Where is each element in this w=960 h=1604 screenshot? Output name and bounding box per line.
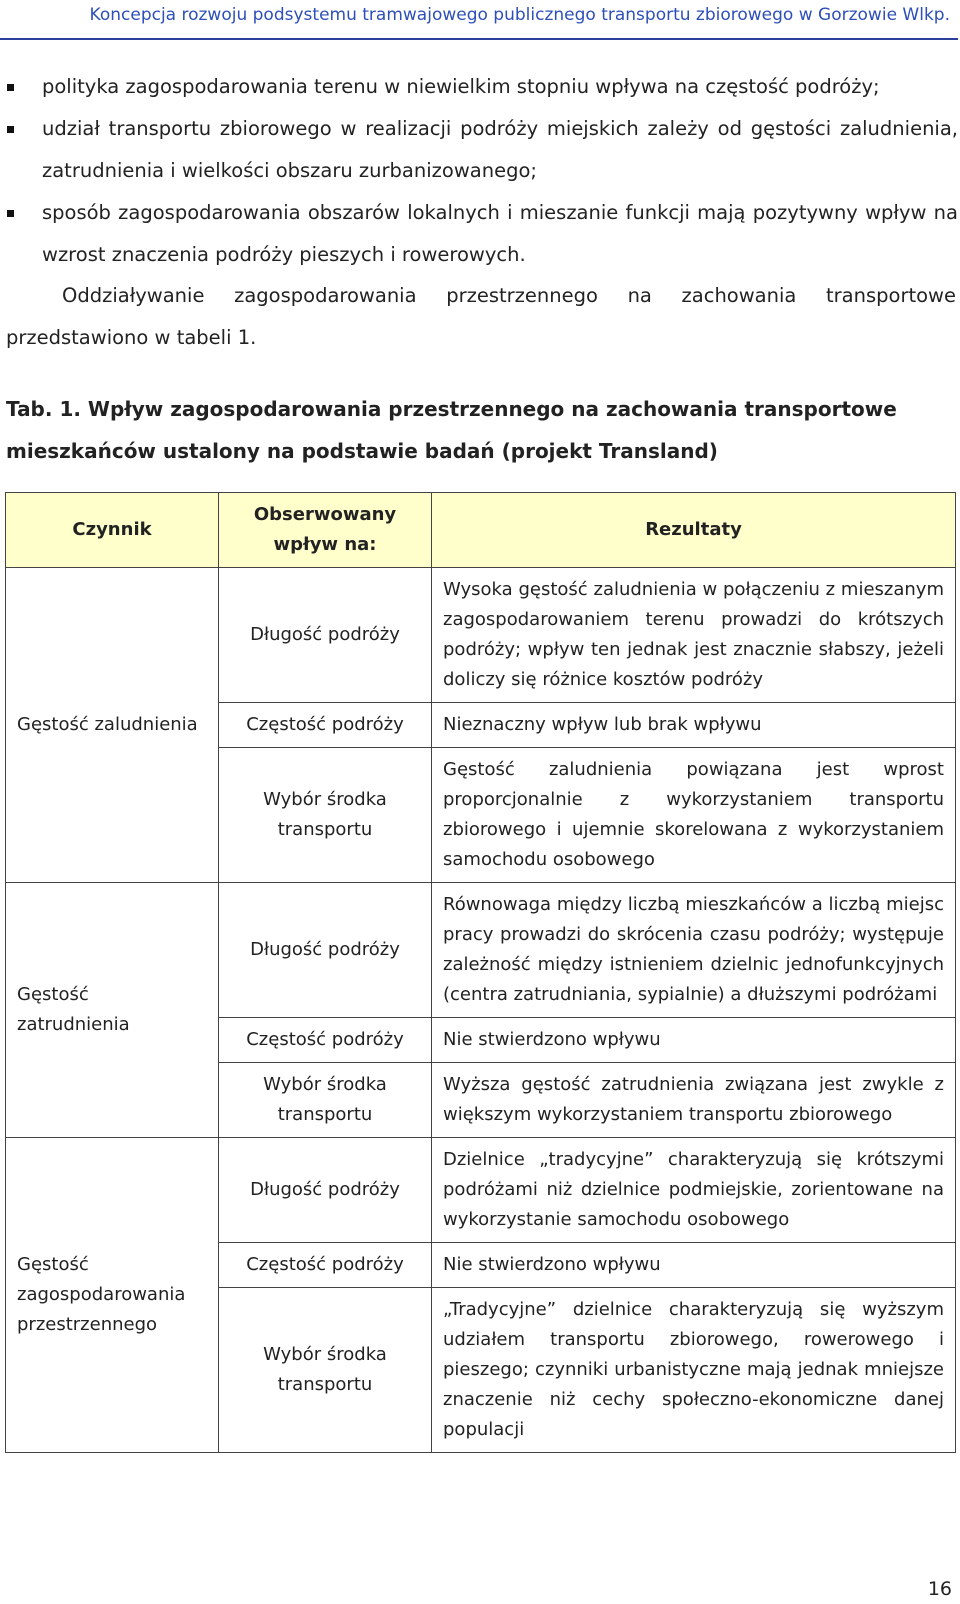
result-cell: Równowaga między liczbą mieszkańców a liczbą miejsc pracy prowadzi do skrócenia czasu podróży; występuje zależność między istnieniem dzielnic jednofunkcyjnych (centra zatrudniania, sypialnie) a dłuższymi podróżami [432, 883, 956, 1018]
impact-cell: Wybór środka transportu [219, 1288, 432, 1453]
table-row [6, 883, 956, 1018]
bullet-item [0, 192, 958, 276]
impact-cell: Częstość podróży [219, 703, 432, 748]
result-cell: Nieznaczny wpływ lub brak wpływu [432, 703, 956, 748]
result-cell: Wysoka gęstość zaludnienia w połączeniu z mieszanym zagospodarowaniem terenu prowadzi do krótszych podróży; wpływ ten jednak jest znacznie słabszy, jeżeli doliczy się różnice kosztów podróży [432, 568, 956, 703]
result-cell: Wyższa gęstość zatrudnienia związana jest zwykle z większym wykorzystaniem transportu zbiorowego [432, 1063, 956, 1138]
impact-cell: Wybór środka transportu [219, 748, 432, 883]
bullet-item [0, 66, 958, 108]
impact-cell: Długość podróży [219, 883, 432, 1018]
impact-cell: Częstość podróży [219, 1018, 432, 1063]
bullet-square-icon [7, 84, 14, 91]
result-cell: „Tradycyjne” dzielnice charakteryzują się wyższym udziałem transportu zbiorowego, rowerowego i pieszego; czynniki urbanistyczne mają jednak mniejsze znaczenie niż cechy społeczno-ekonomiczne danej populacji [432, 1288, 956, 1453]
factor-cell: Gęstość zaludnienia [6, 568, 219, 883]
result-cell: Gęstość zaludnienia powiązana jest wprost proporcjonalnie z wykorzystaniem transportu zbiorowego i ujemnie skorelowana z wykorzystaniem samochodu osobowego [432, 748, 956, 883]
result-cell: Nie stwierdzono wpływu [432, 1018, 956, 1063]
table-header-row [6, 493, 956, 568]
factor-cell: Gęstość zagospodarowania przestrzennego [6, 1138, 219, 1453]
header-factor: Czynnik [6, 493, 219, 568]
page-number: 16 [927, 1578, 952, 1600]
bullet-square-icon [7, 126, 14, 133]
bullet-list [0, 66, 960, 276]
header-results: Rezultaty [432, 493, 956, 568]
impact-cell: Częstość podróży [219, 1243, 432, 1288]
impact-table [5, 492, 956, 1453]
impact-cell: Wybór środka transportu [219, 1063, 432, 1138]
running-title: Koncepcja rozwoju podsystemu tramwajowego publicznego transportu zbiorowego w Gorzowie Wlkp. [89, 5, 950, 25]
impact-cell: Długość podróży [219, 568, 432, 703]
bullet-text: polityka zagospodarowania terenu w niewielkim stopniu wpływa na częstość podróży; [42, 75, 880, 98]
bullet-square-icon [7, 210, 14, 217]
table-row [6, 568, 956, 703]
factor-cell: Gęstość zatrudnienia [6, 883, 219, 1138]
running-header [0, 0, 958, 40]
result-cell: Dzielnice „tradycyjne” charakteryzują się krótszymi podróżami niż dzielnice podmiejskie, zorientowane na wykorzystanie samochodu osobowego [432, 1138, 956, 1243]
bullet-text: sposób zagospodarowania obszarów lokalnych i mieszanie funkcji mają pozytywny wpływ na wzrost znaczenia podróży pieszych i rowerowych. [42, 201, 958, 266]
bullet-text: udział transportu zbiorowego w realizacji podróży miejskich zależy od gęstości zaludnienia, zatrudnienia i wielkości obszaru zurbanizowanego; [42, 117, 958, 182]
impact-cell: Długość podróży [219, 1138, 432, 1243]
table-caption: Tab. 1. Wpływ zagospodarowania przestrzennego na zachowania transportowe mieszkańców ustalony na podstawie badań (projekt Transland) [6, 397, 897, 463]
result-cell: Nie stwierdzono wpływu [432, 1243, 956, 1288]
bullet-item [0, 108, 958, 192]
header-impact: Obserwowany wpływ na: [219, 493, 432, 568]
table-row [6, 1138, 956, 1243]
body-paragraph: Oddziaływanie zagospodarowania przestrzennego na zachowania transportowe przedstawiono w tabeli 1. [6, 284, 956, 349]
